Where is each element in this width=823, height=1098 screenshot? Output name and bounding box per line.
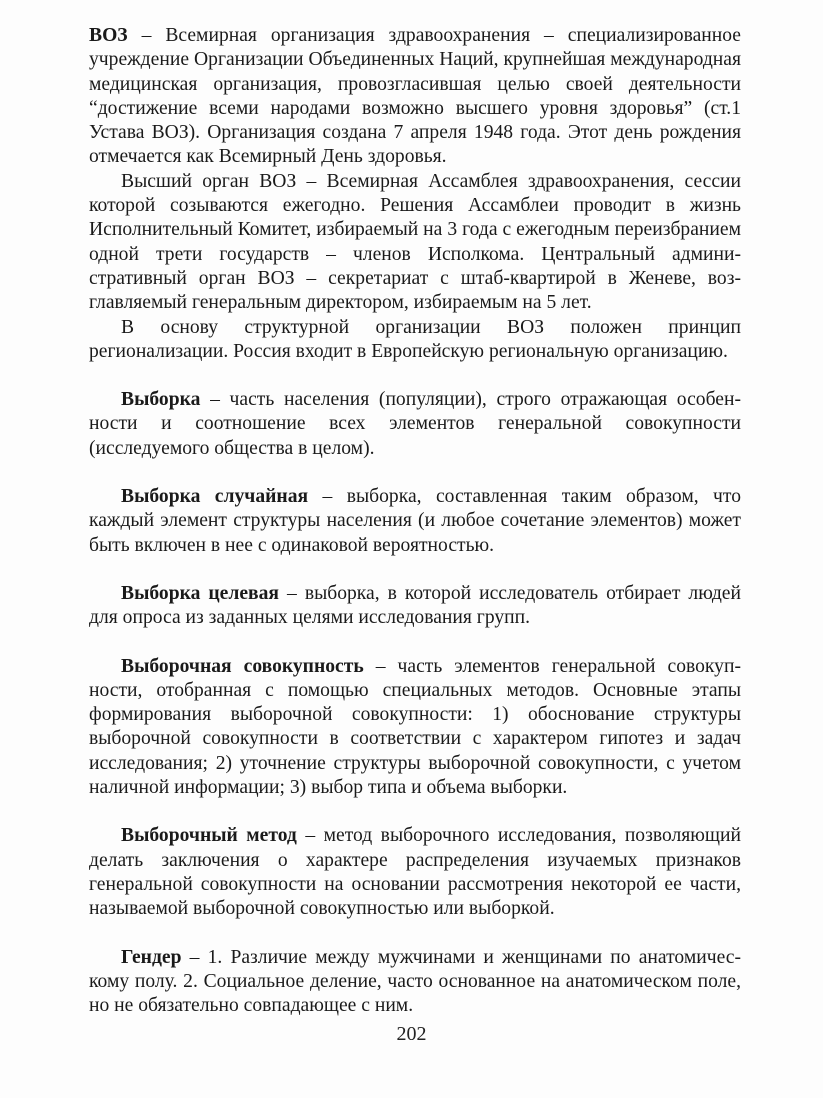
entry-random-sample (89, 485, 741, 558)
definition-target-sample: – выборка, в которой исследователь отбирает людей для опроса из заданных целями исследования групп. (89, 582, 741, 629)
entry-sample (89, 388, 741, 461)
entry-who (89, 24, 741, 170)
definition-sample: – часть населения (популяции), строго отражающая особенности и соотношение всех элементов генеральной совокупности (исследуемого общества в целом). (89, 389, 741, 459)
definition-sample-population: – часть элементов генеральной совокупности, отобранная с помощью специальных методов. Основные этапы формирования выборочной совокупности: 1) обоснование структуры выборочной совокупности в соответствии с характером гипотез и задач исследования; 2) уточнение структуры выборочной совокупности, с учетом наличной информации; 3) выбор типа и объема выборки. (89, 655, 741, 799)
term-sample-population: Выборочная совокупность (121, 655, 364, 677)
paragraph-who-regions: В основу структурной организации ВОЗ положен принцип регионализации. Россия входит в Европейскую региональную организацию. (89, 316, 741, 362)
entry-sampling-method (89, 824, 741, 921)
definition-who: – Всемирная организация здравоохранения – специализированное учреждение Организации Объединенных Наций, крупнейшая международная медицинская организация, провозгласившая целью своей деятельности “достижение всеми народами возможно высшего уровня здоровья” (ст.1 Устава ВОЗ). Организация создана 7 апреля 1948 года. Этот день рождения отмечается как Всемирный День здоровья. (89, 25, 741, 168)
term-who: ВОЗ (89, 25, 128, 46)
term-target-sample: Выборка целевая (121, 582, 280, 604)
definition-sampling-method: – метод выборочного исследования, позволяющий делать заключения о характере распределения изучаемых признаков генеральной совокупности на основании рассмотрения некоторой ее части, называемой выборочной совокупностью или выборкой. (89, 825, 741, 920)
entry-target-sample (89, 582, 741, 631)
definition-gender: – 1. Различие между мужчинами и женщинами по анатомическому полу. 2. Социальное деление, часто основанное на анатомическом поле, но не обязательно совпадающее с ним. (89, 946, 741, 1017)
term-sampling-method: Выборочный метод (121, 825, 297, 847)
paragraph-who-assembly: Высший орган ВОЗ – Всемирная Ассамблея здравоохранения, сессии которой созываются ежегодно. Решения Ассамблеи проводит в жизнь Исполнительный Комитет, избираемый на 3 года с ежегодным переизбранием одной трети государств – членов Исполкома. Центральный административный орган ВОЗ – секретариат с штаб-квартирой в Женеве, возглавляемый генеральным директором, избираемым на 5 лет. (89, 170, 741, 314)
page-number: 202 (396, 1023, 427, 1045)
term-random-sample: Выборка случайная (121, 486, 309, 508)
entry-gender (89, 946, 741, 1019)
page-body (89, 24, 741, 1018)
entry-sample-population (89, 655, 741, 801)
definition-random-sample: – выборка, составленная таким образом, что каждый элемент структуры населения (и любое сочетание элементов) может быть включен в нее с одинаковой вероятностью. (89, 486, 741, 556)
term-gender: Гендер (121, 946, 182, 968)
term-sample: Выборка (121, 389, 201, 411)
